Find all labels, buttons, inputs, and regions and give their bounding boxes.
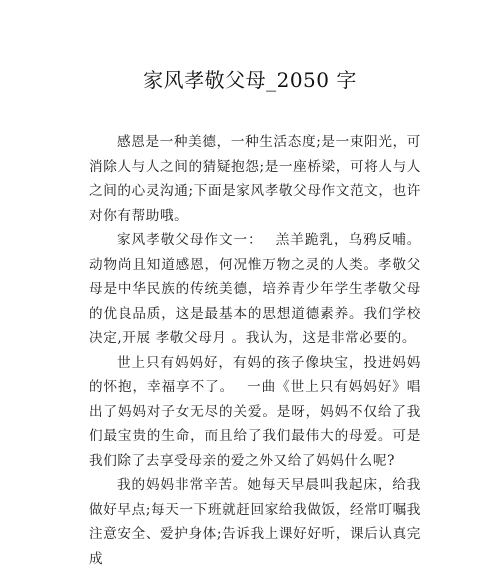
document-body — [89, 130, 421, 571]
paragraph-essay-one: 家风孝敬父母作文一： 羔羊跪乳，乌鸦反哺。动物尚且知道感恩，何况惟万物之灵的人类。孝敬父母是中华民族的传统美德，培养青少年学生孝敬父母的优良品质，这是最基本的思想道德素养。我们学校决定,开展 孝敬父母月 。我认为，这是非常必要的。 — [89, 232, 421, 346]
paragraph-mother-hardship: 我的妈妈非常辛苦。她每天早晨叫我起床，给我做好早点;每天一下班就赶回家给我做饭，经常叮嘱我注意安全、爱护身体;告诉我上课好好听，课后认真完成 — [89, 477, 421, 567]
paragraph-intro: 感恩是一种美德，一种生活态度;是一束阳光，可消除人与人之间的猜疑抱怨;是一座桥梁，可将人与人之间的心灵沟通;下面是家风孝敬父母作文范文，也许对你有帮助哦。 — [89, 134, 421, 224]
paragraph-mother-song: 世上只有妈妈好，有妈的孩子像块宝，投进妈妈的怀抱，幸福享不了。 一曲《世上只有妈妈好》唱出了妈妈对子女无尽的关爱。是呀，妈妈不仅给了我们最宝贵的生命，而且给了我们最伟大的母爱。可是我们除了去享受母亲的爱之外又给了妈妈什么呢? — [89, 354, 421, 469]
document-title: 家风孝敬父母_2050 字 — [143, 68, 357, 92]
